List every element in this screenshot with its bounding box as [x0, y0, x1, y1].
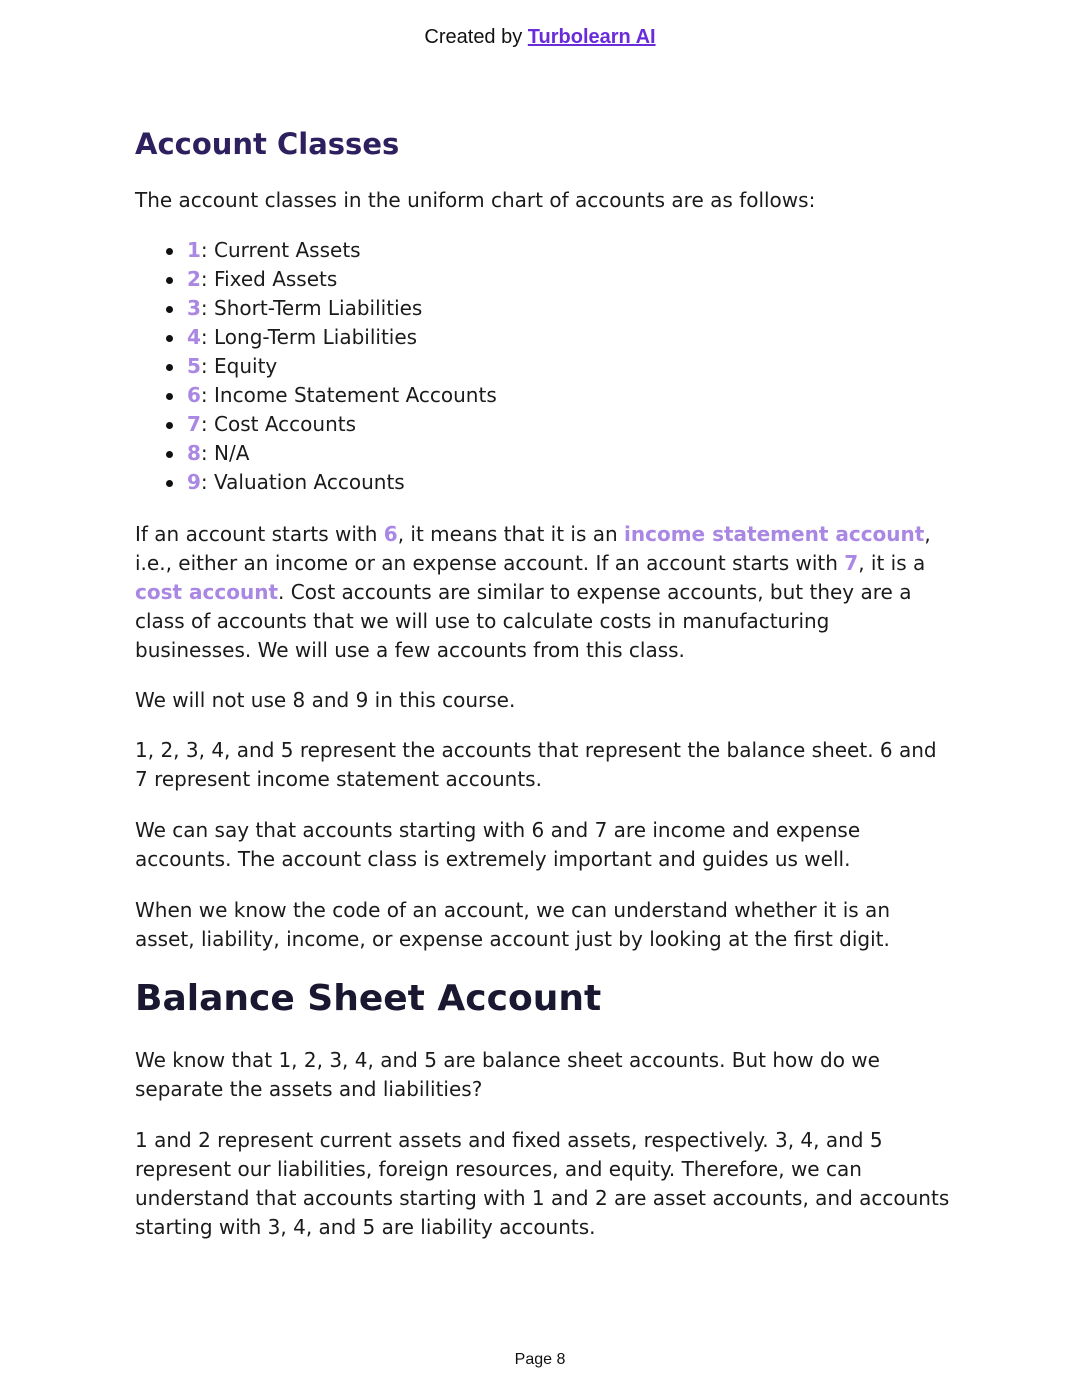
paragraph-income-expense: We can say that accounts starting with 6 and 7 are income and expense accounts. The account class is extremely important and guides us well. — [135, 818, 861, 871]
intro-paragraph: The account classes in the uniform chart of accounts are as follows: — [135, 188, 816, 212]
header-prefix: Created by — [424, 26, 528, 48]
list-item — [135, 265, 950, 294]
class-number: 7 — [187, 412, 201, 436]
text-run: , it means that it is an — [397, 522, 625, 546]
class-label: : Long-Term Liabilities — [200, 325, 418, 349]
text-run: , i.e., either an income or an expense account. If an account starts with — [135, 522, 931, 575]
paragraph-assets-liabilities: 1 and 2 represent current assets and fixed assets, respectively. 3, 4, and 5 represent our liabilities, foreign resources, and equity. Therefore, we can understand that accounts starting with 1 and 2 are asset accounts, and accounts starting with 3, 4, and 5 are liability accounts. — [135, 1128, 950, 1239]
turbolearn-link[interactable]: Turbolearn AI — [527, 26, 656, 48]
class-number: 5 — [187, 354, 201, 378]
class-number: 1 — [187, 238, 201, 262]
class-label: : Fixed Assets — [200, 267, 338, 291]
class-number: 3 — [187, 296, 201, 320]
highlight-seven: 7 — [844, 551, 859, 575]
text-run: , it is a — [858, 551, 926, 575]
list-item — [135, 294, 950, 323]
account-classes-heading: Account Classes — [135, 127, 400, 161]
class-explanation-paragraph — [135, 520, 950, 665]
class-number: 4 — [187, 325, 201, 349]
class-number: 6 — [187, 383, 201, 407]
list-item — [135, 410, 950, 439]
highlight-six: 6 — [383, 522, 398, 546]
class-label: : Cost Accounts — [200, 412, 357, 436]
list-item — [135, 468, 950, 497]
class-label: : Current Assets — [200, 238, 361, 262]
highlight-cost-account: cost account — [135, 580, 279, 604]
text-run: If an account starts with — [135, 522, 384, 546]
list-item — [135, 439, 950, 468]
paragraph-separate-question: We know that 1, 2, 3, 4, and 5 are balance sheet accounts. But how do we separate the assets and liabilities? — [135, 1048, 880, 1101]
list-item — [135, 381, 950, 410]
paragraph-balance-sheet-classes: 1, 2, 3, 4, and 5 represent the accounts that represent the balance sheet. 6 and 7 represent income statement accounts. — [135, 738, 937, 791]
page-header — [0, 26, 1080, 49]
class-label: : Valuation Accounts — [200, 470, 405, 494]
text-run: . Cost accounts are similar to expense accounts, but they are a class of accounts that we will use to calculate costs in manufacturing businesses. We will use a few accounts from this class. — [135, 580, 912, 662]
list-item — [135, 323, 950, 352]
account-class-list — [135, 236, 950, 497]
list-item — [135, 352, 950, 381]
class-number: 9 — [187, 470, 201, 494]
class-label: : Income Statement Accounts — [200, 383, 497, 407]
class-number: 2 — [187, 267, 201, 291]
list-item — [135, 236, 950, 265]
balance-sheet-heading: Balance Sheet Account — [135, 978, 602, 1019]
class-label: : Short-Term Liabilities — [200, 296, 423, 320]
class-label: : N/A — [200, 441, 250, 465]
paragraph-first-digit: When we know the code of an account, we can understand whether it is an asset, liability, income, or expense account just by looking at the first digit. — [135, 898, 890, 951]
class-number: 8 — [187, 441, 201, 465]
page-number: Page 8 — [514, 1351, 566, 1368]
class-label: : Equity — [200, 354, 278, 378]
paragraph-not-used: We will not use 8 and 9 in this course. — [135, 688, 516, 712]
highlight-income-statement-account: income statement account — [624, 522, 925, 546]
